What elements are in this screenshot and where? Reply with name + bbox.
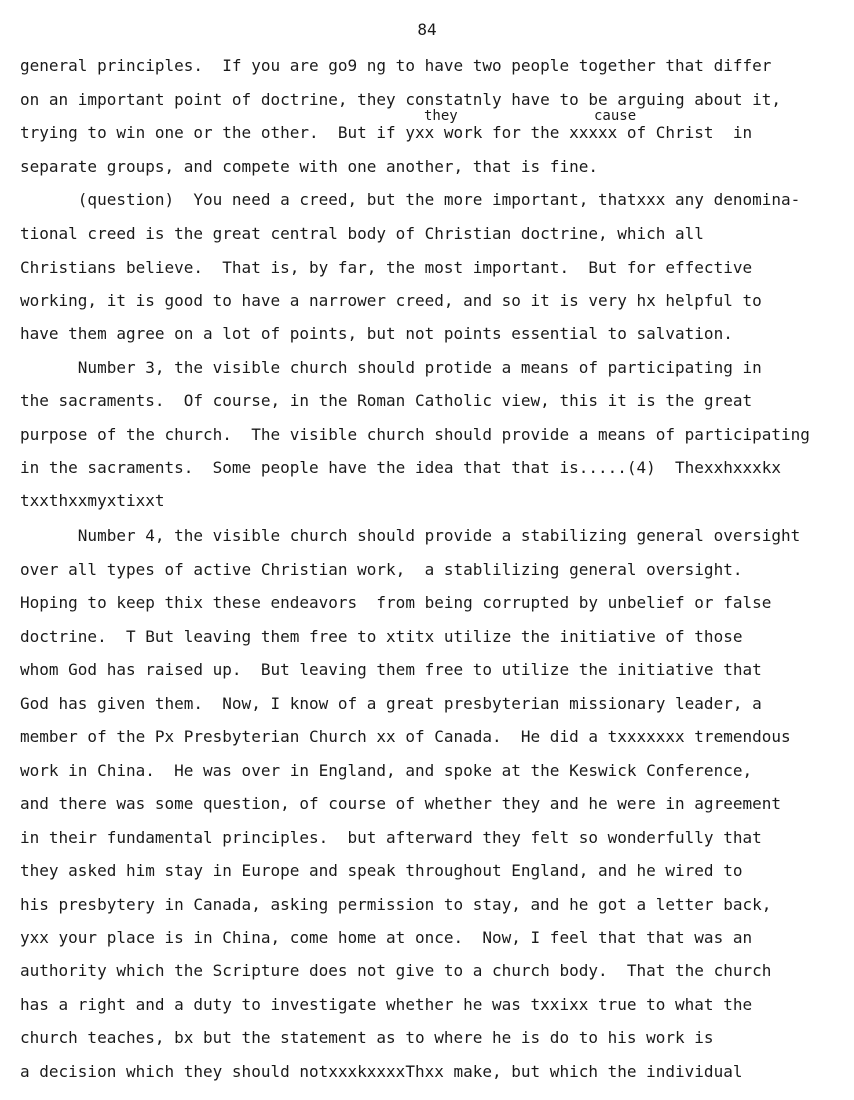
annotation-they: they <box>424 108 458 124</box>
text-line: separate groups, and compete with one another, that is fine. <box>20 157 598 176</box>
page-number: 84 <box>417 20 437 39</box>
text-line: the sacraments. Of course, in the Roman Catholic view, this it is the great <box>20 391 753 410</box>
text-line: Hoping to keep thix these endeavors from being corrupted by unbelief or false <box>20 593 772 612</box>
text-line: a decision which they should notxxxkxxxxThxx make, but which the individual <box>20 1062 743 1081</box>
text-line: trying to win one or the other. But if yxx work for the xxxxx of Christ in <box>20 123 753 142</box>
text-line: general principles. If you are go9 ng to have two people together that differ <box>20 56 772 75</box>
text-line: Number 3, the visible church should protide a means of participating in <box>20 358 762 377</box>
text-line: in their fundamental principles. but afterward they felt so wonderfully that <box>20 828 762 847</box>
text-line: have them agree on a lot of points, but not points essential to salvation. <box>20 324 733 343</box>
text-line: purpose of the church. The visible church should provide a means of participating <box>20 425 810 444</box>
annotation-cause: cause <box>594 108 637 124</box>
text-line: Christians believe. That is, by far, the most important. But for effective <box>20 258 753 277</box>
text-line: his presbytery in Canada, asking permission to stay, and he got a letter back, <box>20 895 772 914</box>
text-line: Number 4, the visible church should provide a stabilizing general oversight <box>20 526 801 545</box>
text-line: member of the Px Presbyterian Church xx of Canada. He did a txxxxxxx tremendous <box>20 727 791 746</box>
text-line: doctrine. T But leaving them free to xtitx utilize the initiative of those <box>20 627 743 646</box>
text-line: on an important point of doctrine, they constatnly have to be arguing about it, <box>20 90 781 109</box>
text-line: whom God has raised up. But leaving them free to utilize the initiative that <box>20 660 762 679</box>
text-line: txxthxxmyxtixxt <box>20 491 165 510</box>
text-line: God has given them. Now, I know of a great presbyterian missionary leader, a <box>20 694 762 713</box>
text-line: in the sacraments. Some people have the idea that that is.....(4) Thexxhxxxkx <box>20 458 781 477</box>
text-line: they asked him stay in Europe and speak throughout England, and he wired to <box>20 861 743 880</box>
text-line: has a right and a duty to investigate whether he was txxixx true to what the <box>20 995 753 1014</box>
text-line: tional creed is the great central body of Christian doctrine, which all <box>20 224 704 243</box>
text-line: over all types of active Christian work, a stablilizing general oversight. <box>20 560 743 579</box>
text-line: working, it is good to have a narrower creed, and so it is very hx helpful to <box>20 291 762 310</box>
text-line: work in China. He was over in England, and spoke at the Keswick Conference, <box>20 761 753 780</box>
text-line: church teaches, bx but the statement as to where he is do to his work is <box>20 1028 714 1047</box>
text-line: and there was some question, of course of whether they and he were in agreement <box>20 794 781 813</box>
text-line: (question) You need a creed, but the more important, thatxxx any denomina- <box>20 190 801 209</box>
text-line: authority which the Scripture does not give to a church body. That the church <box>20 961 772 980</box>
text-line: yxx your place is in China, come home at once. Now, I feel that that was an <box>20 928 753 947</box>
